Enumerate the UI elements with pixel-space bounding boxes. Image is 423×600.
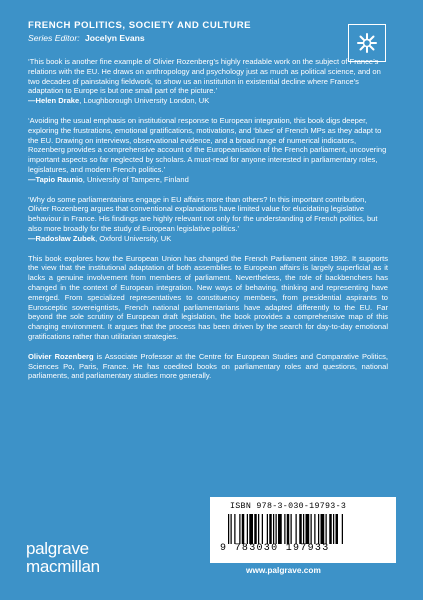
series-editor-label: Series Editor: (28, 33, 80, 43)
series-title: FRENCH POLITICS, SOCIETY AND CULTURE (28, 20, 252, 31)
publisher-logo (26, 540, 100, 575)
quote-attribution (28, 234, 388, 244)
quote-text: ‘This book is another fine example of Olivier Rozenberg’s highly readable work on the subject of France’s relations with the EU. He draws on anthropology and psychology just as much as political science, and on two decades of painstaking fieldwork, to show us an institution in existential decline where France’s adaptation to Europe is but one small part of the picture.’ (28, 57, 381, 96)
author-bio-text: is Associate Professor at the Centre for European Studies and Comparative Politics, Sciences Po, Paris, France. He has coedited books on parliamentary roles and questions, national parliaments, and parliamentary studies more generally. (28, 351, 388, 381)
endorsement-quote (28, 195, 388, 244)
author-name: Olivier Rozenberg (28, 351, 94, 361)
barcode-icon (228, 514, 378, 544)
publisher-url[interactable]: www.palgrave.com (246, 565, 321, 575)
publisher-line-1: palgrave (26, 539, 89, 558)
quote-author: —Radosław Zubek (28, 233, 96, 243)
author-bio (28, 352, 388, 381)
barcode-panel (210, 497, 396, 578)
isbn-label: ISBN 978-3-030-19793-3 (230, 502, 347, 511)
quote-attribution (28, 175, 388, 185)
quote-text: ‘Why do some parliamentarians engage in EU affairs more than others? In this important contribution, Olivier Rozenberg argues that conventional explanations have limited value for elucidating legislative behaviour in France. His findings are highly relevant not only for the understanding of French politics, but also more broadly for the study of European legislative politics.’ (28, 194, 378, 233)
publisher-line-2: macmillan (26, 557, 100, 576)
quote-affiliation: , Oxford University, UK (95, 233, 172, 243)
barcode-number: 9 783030 197933 (220, 543, 330, 554)
quote-author: —Helen Drake (28, 96, 80, 106)
book-description: This book explores how the European Union has changed the French Parliament since 1992. It supports the view that the institutional adaptation of both assemblies to European affairs is largely superficial as it lacks a genuine involvement from members of parliament. Nevertheless, the role of backbenchers has changed in the context of European integration. New ways of behaving, thinking and representing have emerged. From specialized representatives to constituency members, from presidential aspirants to Eurosceptic sovereigntists, French national parliamentarians have adapted differently to the EU. Far beyond the sole scrutiny of European draft legislation, the book provides a comprehensive map of this changing environment. It argues that the process has been driven by the search for day-to-day emotional gratifications rather than utilitarian strategies. (28, 253, 388, 341)
quote-author: —Tapio Raunio (28, 174, 83, 184)
quote-affiliation: , University of Tampere, Finland (82, 174, 189, 184)
quote-attribution (28, 96, 388, 106)
series-editor-name: Jocelyn Evans (84, 33, 145, 43)
endorsement-quote (28, 116, 388, 185)
endorsement-quote (28, 57, 388, 106)
publisher-url-bar (210, 563, 396, 578)
quote-affiliation: , Loughborough University London, UK (79, 96, 210, 106)
quote-text: ‘Avoiding the usual emphasis on institutional response to European integration, this book digs deeper, exploring the frustrations, emotional gratifications, motivations, and ‘blues’ of French MPs as they adapt to the EU. Drawing on interviews, observational evidence, and a broad range of numerical indicators, Rozenberg provides a comprehensive account of the Europeanisation of the French parliament, uncovering important aspects so far neglected by scholars. A must-read for anyone interested in parliamentary roles, legislatures, and modern French politics.’ (28, 115, 387, 174)
series-editor (28, 33, 145, 43)
back-cover-text (28, 57, 388, 381)
